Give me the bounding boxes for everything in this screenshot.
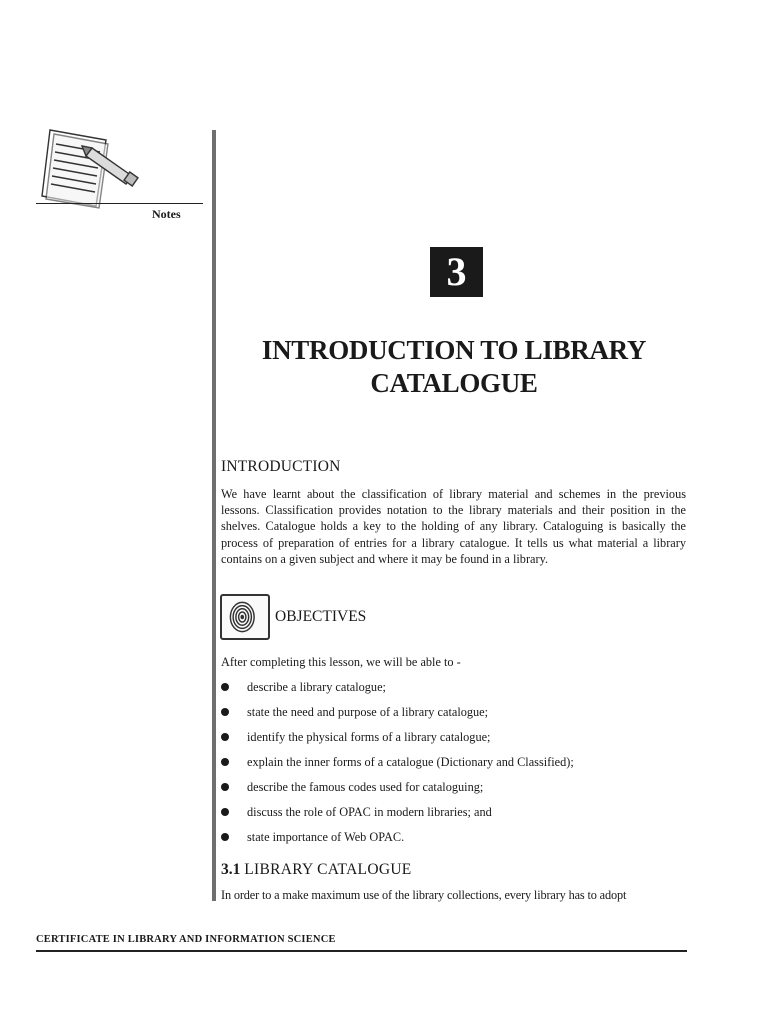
chapter-title-line-2: CATALOGUE <box>370 368 538 398</box>
list-item: discuss the role of OPAC in modern libraries; and <box>221 805 574 830</box>
bullet-icon <box>221 833 229 841</box>
bullet-icon <box>221 783 229 791</box>
notes-label: Notes <box>152 207 181 221</box>
objectives-list <box>221 680 574 855</box>
list-item: state the need and purpose of a library catalogue; <box>221 705 574 730</box>
section-number: 3.1 <box>221 861 241 878</box>
margin-vertical-bar <box>212 130 216 901</box>
bullet-icon <box>221 683 229 691</box>
chapter-title-line-1: INTRODUCTION TO LIBRARY <box>261 335 647 365</box>
section-3-1-heading <box>221 861 412 879</box>
notes-pencil-icon <box>36 126 146 212</box>
chapter-number: 3 <box>430 247 483 297</box>
bullet-icon <box>221 758 229 766</box>
list-item: describe a library catalogue; <box>221 680 574 705</box>
target-icon <box>220 594 270 640</box>
bullet-icon <box>221 733 229 741</box>
section-title: LIBRARY CATALOGUE <box>244 861 412 878</box>
list-item: state importance of Web OPAC. <box>221 830 574 855</box>
notes-divider <box>36 203 203 204</box>
footer-course-title: CERTIFICATE IN LIBRARY AND INFORMATION SCIENCE <box>36 934 336 945</box>
bullet-icon <box>221 708 229 716</box>
list-item: explain the inner forms of a catalogue (Dictionary and Classified); <box>221 755 574 780</box>
bullet-icon <box>221 808 229 816</box>
chapter-title <box>222 334 686 400</box>
introduction-heading: INTRODUCTION <box>221 458 341 475</box>
objectives-heading: OBJECTIVES <box>275 608 367 625</box>
introduction-paragraph: We have learnt about the classification of library material and schemes in the previous lessons. Classification provides notation to the library materials and their position in the shelves. Catalogue holds a key to the holding of any library. Cataloguing is basically the process of preparation of entries for a library catalogue. It tells us what material a library contains on a given subject and where it may be found in a library. <box>221 487 686 566</box>
objectives-lead: After completing this lesson, we will be able to - <box>221 655 461 669</box>
list-item: describe the famous codes used for cataloguing; <box>221 780 574 805</box>
footer-divider <box>36 950 687 952</box>
section-3-1-text: In order to a make maximum use of the library collections, every library has to adopt <box>221 888 627 902</box>
list-item: identify the physical forms of a library catalogue; <box>221 730 574 755</box>
